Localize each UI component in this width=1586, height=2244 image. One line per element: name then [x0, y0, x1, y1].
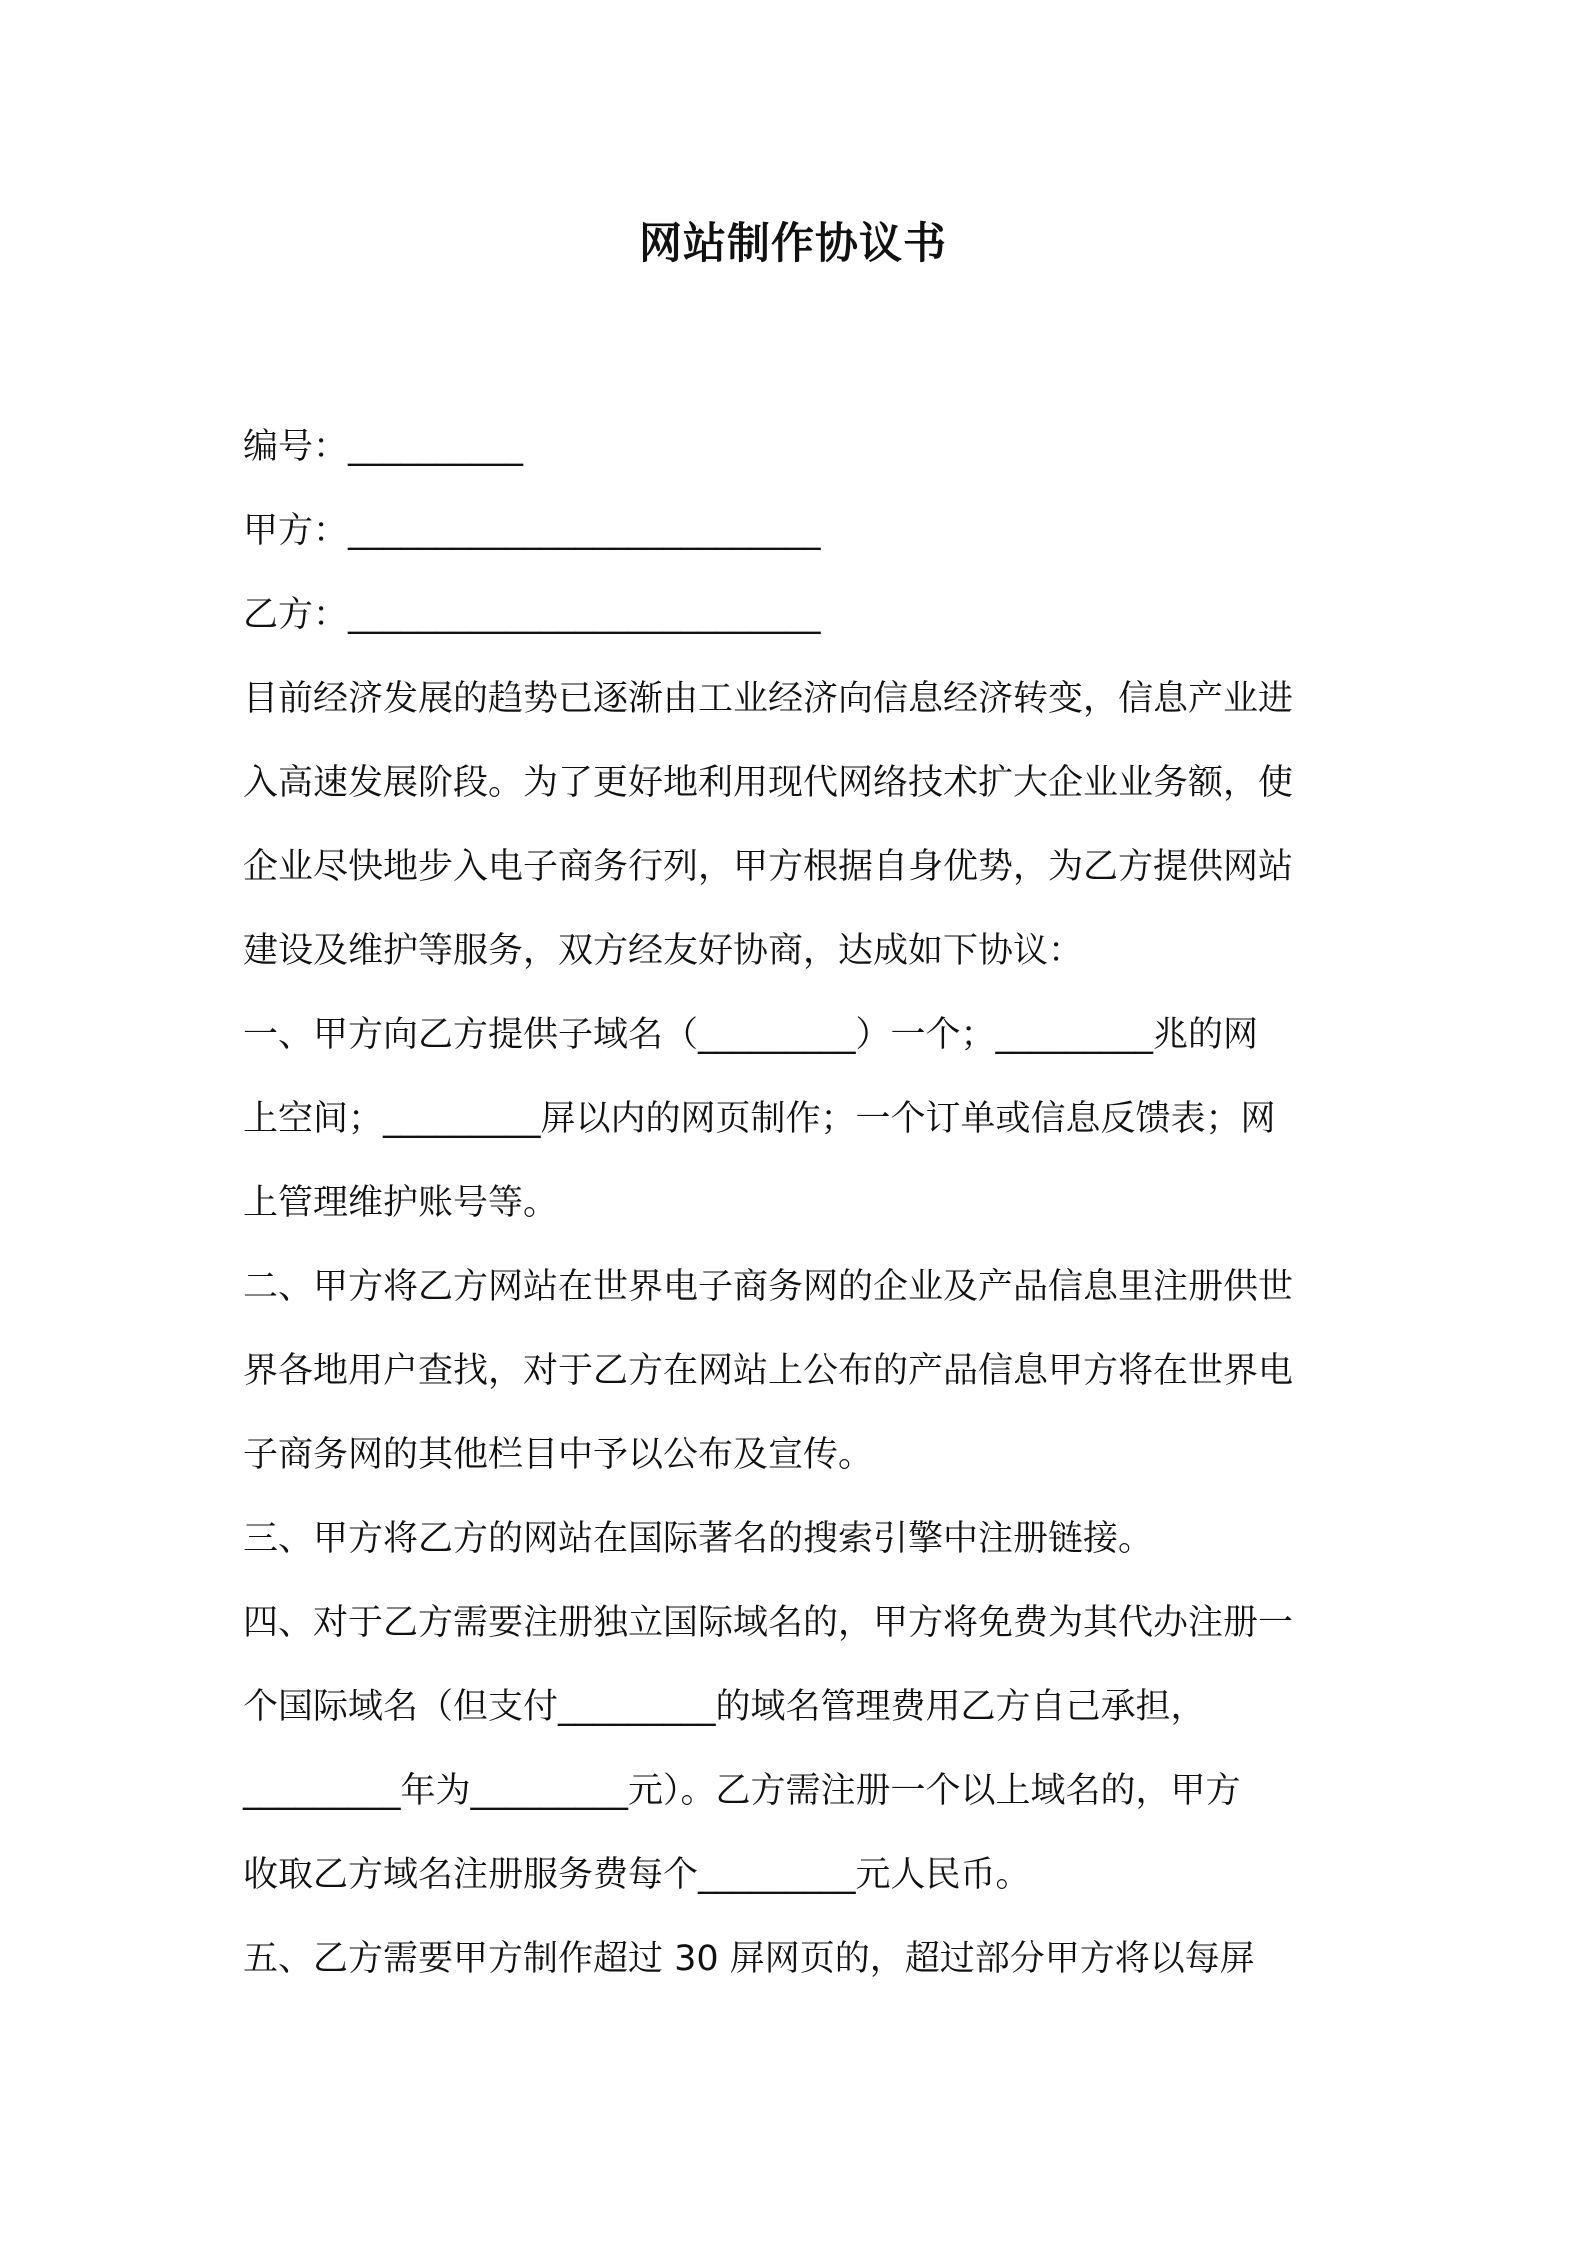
clause-5-line: 五、乙方需要甲方制作超过 30 屏网页的，超过部分甲方将以每屏: [243, 1939, 1255, 1979]
preamble-line: 入高速发展阶段。为了更好地利用现代网络技术扩大企业业务额，使: [243, 763, 1294, 803]
clause-1-line: 一、甲方向乙方提供子域名（_________）一个；_________兆的网: [243, 1015, 1259, 1055]
field-serial-number: 编号：__________: [243, 427, 524, 467]
document-title: 网站制作协议书: [639, 219, 947, 269]
clause-4-line: 个国际域名（但支付_________的域名管理费用乙方自己承担，: [243, 1687, 1206, 1727]
clause-1-line: 上管理维护账号等。: [243, 1183, 559, 1223]
clause-2-line: 二、甲方将乙方网站在世界电子商务网的企业及产品信息里注册供世: [243, 1267, 1294, 1307]
field-party-b: 乙方：___________________________: [243, 595, 821, 635]
clause-3-line: 三、甲方将乙方的网站在国际著名的搜索引擎中注册链接。: [243, 1519, 1154, 1559]
preamble-line: 目前经济发展的趋势已逐渐由工业经济向信息经济转变，信息产业进: [243, 679, 1294, 719]
field-party-a: 甲方：___________________________: [243, 511, 821, 551]
clause-4-line: 收取乙方域名注册服务费每个_________元人民币。: [243, 1855, 1031, 1895]
clause-2-line: 界各地用户查找，对于乙方在网站上公布的产品信息甲方将在世界电: [243, 1351, 1294, 1391]
clause-4-line: _________年为_________元）。乙方需注册一个以上域名的，甲方: [243, 1771, 1241, 1811]
preamble-line: 建设及维护等服务，双方经友好协商，达成如下协议：: [243, 931, 1084, 971]
clause-1-line: 上空间；_________屏以内的网页制作；一个订单或信息反馈表；网: [243, 1099, 1276, 1139]
clause-4-line: 四、对于乙方需要注册独立国际域名的，甲方将免费为其代办注册一: [243, 1603, 1294, 1643]
document-body: [243, 405, 1353, 2001]
preamble-line: 企业尽快地步入电子商务行列，甲方根据自身优势，为乙方提供网站: [243, 847, 1294, 887]
clause-2-line: 子商务网的其他栏目中予以公布及宣传。: [243, 1435, 874, 1475]
